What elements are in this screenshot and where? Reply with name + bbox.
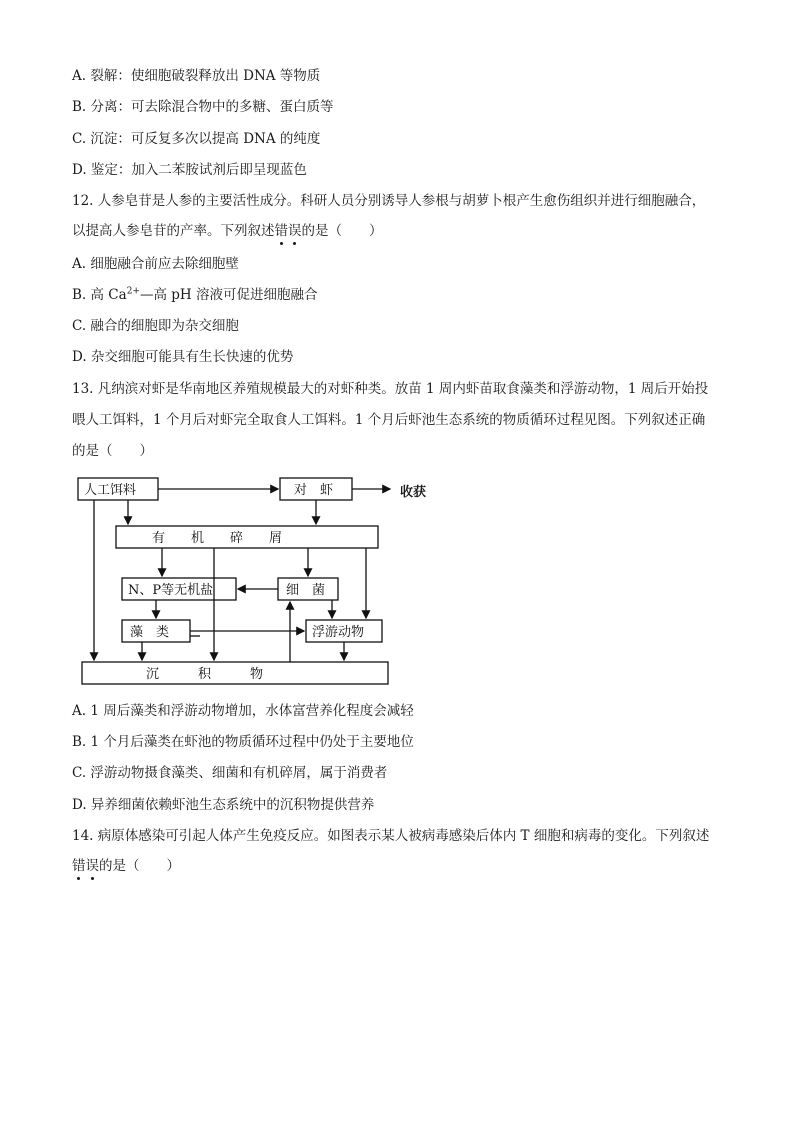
q14-emphasis-text: 错误	[72, 858, 99, 874]
q12-option-b-pre: B. 高 Ca	[72, 287, 127, 303]
q11-option-c: C. 沉淀：可反复多次以提高 DNA 的纯度	[72, 131, 321, 147]
q12-option-b-sup: 2+	[126, 286, 140, 297]
q12-stem-line1: 12. 人参皂苷是人参的主要活性成分。科研人员分别诱导人参根与胡萝卜根产生愈伤组织并进行细胞融合，	[72, 193, 706, 209]
label-zooplankton: 浮游动物	[312, 625, 365, 640]
emphasis-dot-icon	[91, 877, 94, 880]
q14-stem-post: 的是（ ）	[99, 858, 180, 874]
emphasis-dot-icon	[293, 242, 296, 245]
label-inorganic-salts: N、P等无机盐	[128, 583, 214, 598]
q12-stem-pre: 以提高人参皂苷的产率。下列叙述	[72, 223, 275, 239]
q11-option-b: B. 分离：可去除混合物中的多糖、蛋白质等	[72, 99, 334, 115]
label-artificial-feed: 人工饵料	[84, 483, 137, 498]
q13-stem-line3: 的是（ ）	[72, 443, 153, 459]
label-bacteria: 细 菌	[286, 583, 326, 598]
label-organic-debris: 有 机 碎 屑	[152, 531, 283, 546]
q12-option-a: A. 细胞融合前应去除细胞壁	[72, 256, 239, 272]
emphasis-dot-icon	[280, 242, 283, 245]
material-cycle-diagram	[72, 474, 392, 690]
q13-stem-line2: 喂人工饵料，1 个月后对虾完全取食人工饵料。1 个月后虾池生态系统的物质循环过程见图。下列叙述正确	[72, 412, 706, 428]
q14-stem-line1: 14. 病原体感染可引起人体产生免疫反应。如图表示某人被病毒感染后体内 T 细胞和病毒的变化。下列叙述	[72, 828, 710, 844]
q12-emphasis	[275, 223, 302, 239]
q12-option-b	[72, 286, 317, 304]
q13-option-a: A. 1 周后藻类和浮游动物增加，水体富营养化程度会减轻	[72, 703, 414, 719]
q14-stem-line2	[72, 857, 180, 875]
q12-option-c: C. 融合的细胞即为杂交细胞	[72, 318, 239, 334]
label-shrimp: 对 虾	[294, 483, 334, 498]
q11-option-d: D. 鉴定：加入二苯胺试剂后即呈现蓝色	[72, 162, 307, 178]
q11-option-a: A. 裂解：使细胞破裂释放出 DNA 等物质	[72, 68, 321, 84]
q13-stem-line1: 13. 凡纳滨对虾是华南地区养殖规模最大的对虾种类。放苗 1 周内虾苗取食藻类和浮游动物，1 周后开始投	[72, 381, 709, 397]
label-algae: 藻 类	[130, 625, 170, 640]
q14-emphasis	[72, 858, 99, 874]
q13-option-c: C. 浮游动物摄食藻类、细菌和有机碎屑，属于消费者	[72, 765, 388, 781]
q13-option-d: D. 异养细菌依赖虾池生态系统中的沉积物提供营养	[72, 797, 375, 813]
emphasis-dot-icon	[77, 877, 80, 880]
q12-option-b-post: —高 pH 溶液可促进细胞融合	[139, 287, 318, 303]
q13-option-b: B. 1 个月后藻类在虾池的物质循环过程中仍处于主要地位	[72, 734, 414, 750]
q12-emphasis-text: 错误	[274, 223, 302, 239]
q12-stem-line2	[72, 222, 383, 240]
label-harvest: 收获	[400, 485, 427, 500]
label-sediment: 沉 积 物	[146, 667, 264, 682]
q12-option-d: D. 杂交细胞可能具有生长快速的优势	[72, 349, 294, 365]
q12-stem-post: 的是（ ）	[301, 223, 383, 239]
